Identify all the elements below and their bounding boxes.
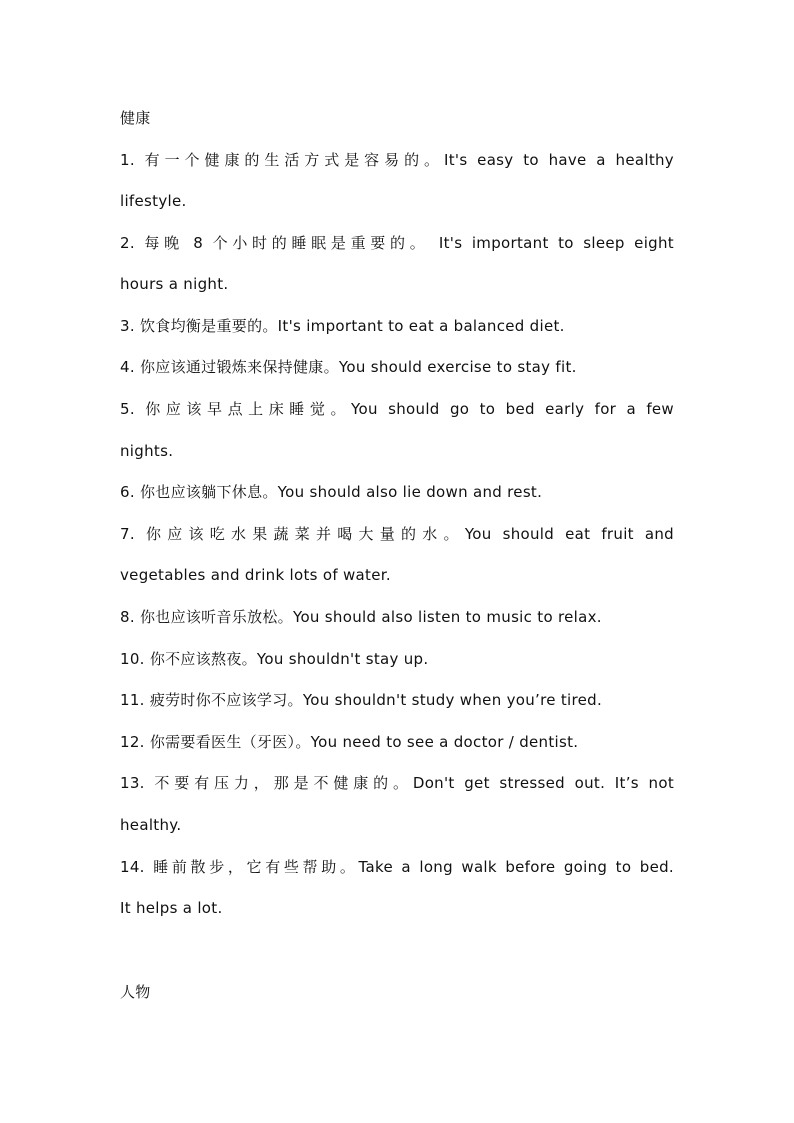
sentence-line: 8. 你也应该听音乐放松。You should also listen to music to relax.: [120, 608, 602, 626]
sentence-line: It helps a lot.: [120, 899, 223, 917]
sentence-line: 5. 你应该早点上床睡觉。You should go to bed early for a few: [120, 400, 674, 418]
sentence-line: 1. 有一个健康的生活方式是容易的。It's easy to have a healthy: [120, 151, 674, 169]
sentence-line: 12. 你需要看医生（牙医）。You need to see a doctor / dentist.: [120, 733, 579, 751]
sentence-line: 3. 饮食均衡是重要的。It's important to eat a balanced diet.: [120, 317, 565, 335]
sentence-line: 11. 疲劳时你不应该学习。You shouldn't study when you’re tired.: [120, 691, 603, 709]
sentence-line: 13. 不要有压力，那是不健康的。Don't get stressed out. It’s not: [120, 774, 674, 792]
section-heading-people: 人物: [120, 983, 151, 1001]
sentence-line: 7. 你应该吃水果蔬菜并喝大量的水。You should eat fruit and: [120, 525, 674, 543]
sentence-line: nights.: [120, 442, 174, 460]
sentence-line: vegetables and drink lots of water.: [120, 566, 391, 584]
sentence-line: lifestyle.: [120, 192, 187, 210]
sentence-line: 2. 每晚 8 个小时的睡眠是重要的。 It's important to sleep eight: [120, 234, 674, 252]
sentence-line: 4. 你应该通过锻炼来保持健康。You should exercise to stay fit.: [120, 358, 577, 376]
sentence-line: 6. 你也应该躺下休息。You should also lie down and rest.: [120, 483, 543, 501]
sentence-line: hours a night.: [120, 275, 229, 293]
sentence-line: 14. 睡前散步，它有些帮助。Take a long walk before going to bed.: [120, 858, 674, 876]
sentence-line: 10. 你不应该熬夜。You shouldn't stay up.: [120, 650, 429, 668]
sentence-line: healthy.: [120, 816, 182, 834]
section-heading-health: 健康: [120, 109, 151, 127]
